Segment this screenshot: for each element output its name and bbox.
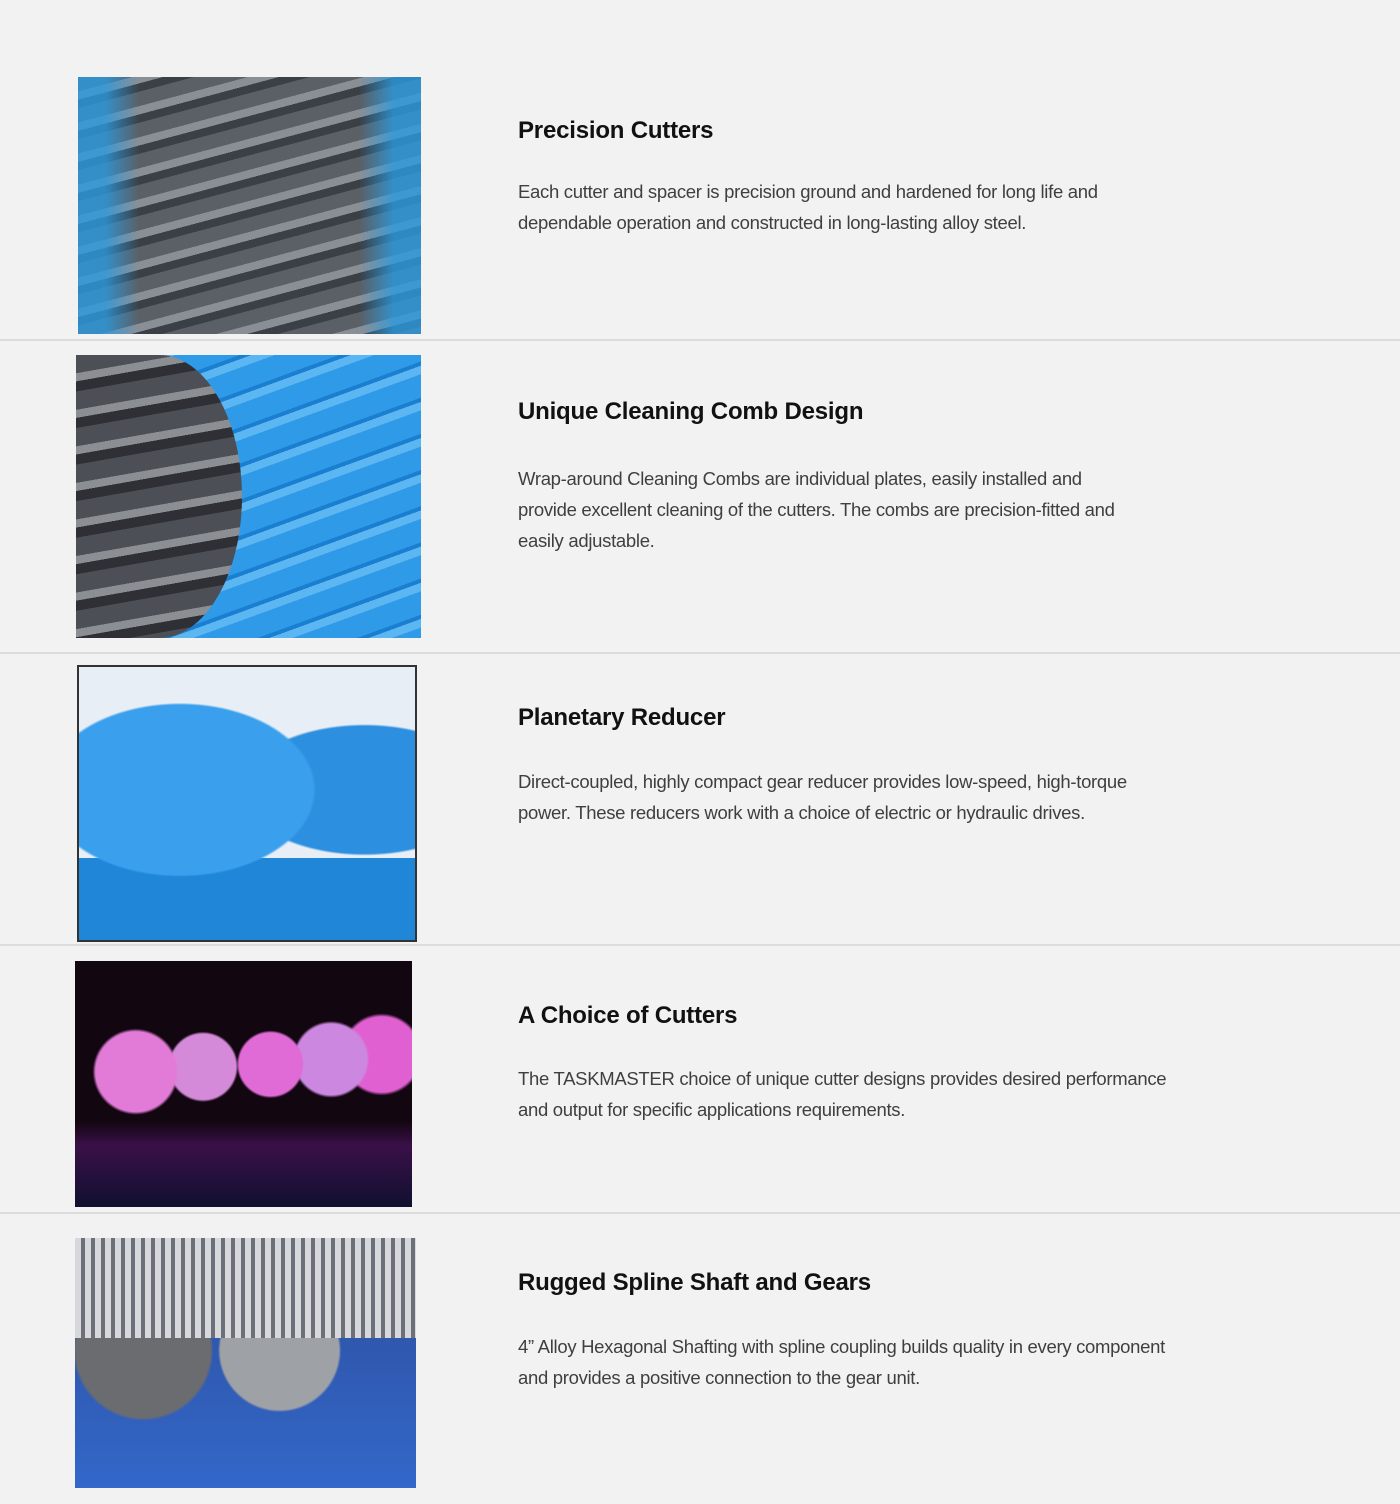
precision-cutters-image [78,77,421,334]
desc-line: Each cutter and spacer is precision ground and hardened for long life and [518,181,1098,202]
divider [0,339,1400,341]
desc-line: and provides a positive connection to the gear unit. [518,1367,920,1388]
feature-description [518,176,1098,238]
feature-title: Planetary Reducer [518,704,726,731]
desc-line: and output for specific applications requirements. [518,1099,906,1120]
cleaning-comb-image [76,355,421,638]
feature-title: A Choice of Cutters [518,1002,738,1029]
desc-line: 4” Alloy Hexagonal Shafting with spline coupling builds quality in every component [518,1336,1165,1357]
cutter-choice-image [75,961,412,1207]
feature-description [518,463,1115,556]
desc-line: provide excellent cleaning of the cutters. The combs are precision-fitted and [518,499,1115,520]
spline-shaft-image [75,1238,416,1488]
planetary-reducer-image [77,665,417,942]
divider [0,652,1400,654]
feature-title: Rugged Spline Shaft and Gears [518,1269,871,1296]
desc-line: easily adjustable. [518,530,655,551]
desc-line: power. These reducers work with a choice of electric or hydraulic drives. [518,802,1085,823]
divider [0,1212,1400,1214]
feature-description [518,1063,1166,1125]
feature-description [518,766,1127,828]
feature-title: Unique Cleaning Comb Design [518,398,864,425]
desc-line: Direct-coupled, highly compact gear reducer provides low-speed, high-torque [518,771,1127,792]
desc-line: dependable operation and constructed in long-lasting alloy steel. [518,212,1027,233]
feature-title: Precision Cutters [518,117,714,144]
divider [0,944,1400,946]
feature-description [518,1331,1165,1393]
desc-line: The TASKMASTER choice of unique cutter designs provides desired performance [518,1068,1167,1089]
desc-line: Wrap-around Cleaning Combs are individual plates, easily installed and [518,468,1082,489]
